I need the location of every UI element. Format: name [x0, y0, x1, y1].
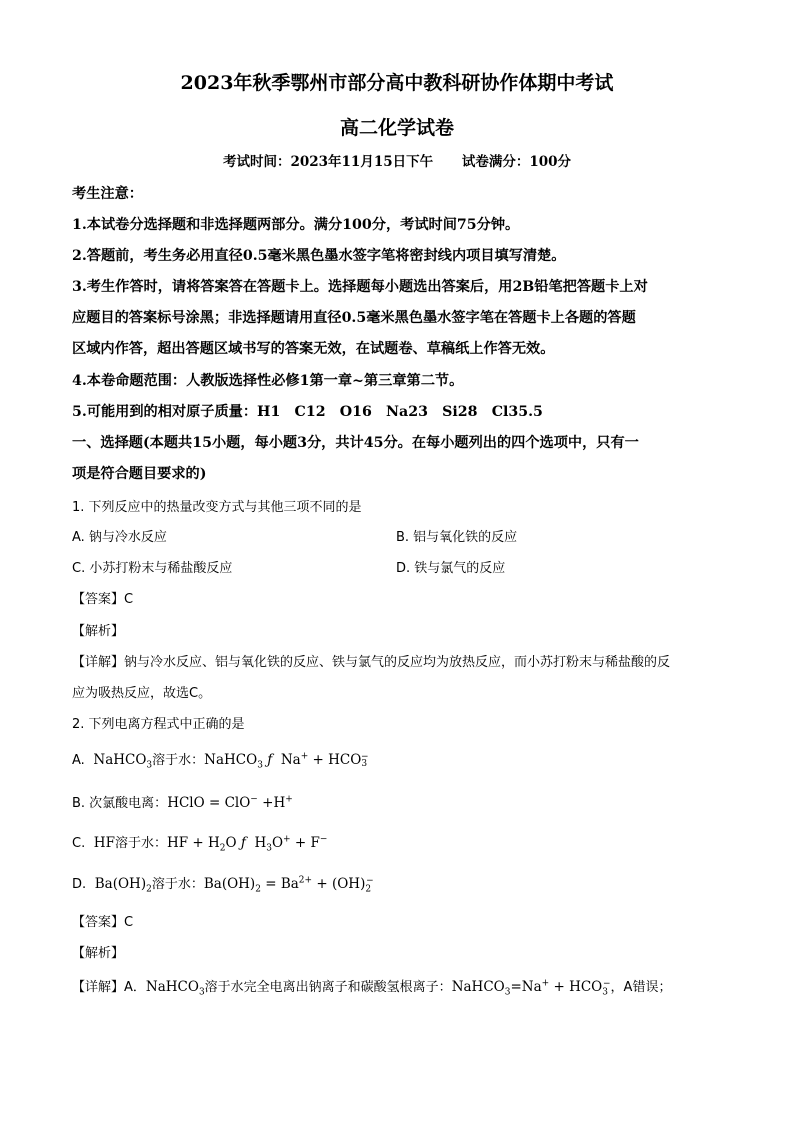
- note-3b: 应题目的答案标号涂黑；非选择题请用直径0.5毫米黑色墨水签字笔在答题卡上各题的答题: [72, 310, 636, 326]
- q1-answer: 【答案】C: [72, 592, 134, 607]
- section-heading-line1: 一、选择题(本题共15小题，每小题3分，共计45分。在每小题列出的四个选项中，只有一: [72, 435, 639, 451]
- q1-option-a: A. 钠与冷水反应: [72, 530, 167, 545]
- q2-option-b: B. 次氯酸电离：HClO = ClO− +H+: [72, 794, 293, 811]
- note-5: 5.可能用到的相对原子质量：H1 C12 O16 Na23 Si28 Cl35.5: [72, 404, 543, 420]
- notes-heading: 考生注意：: [72, 186, 143, 202]
- note-3c: 区域内作答，超出答题区域书写的答案无效，在试题卷、草稿纸上作答无效。: [72, 341, 555, 357]
- q2-option-d: D. $Ba(OH)_2$溶于水：$Ba(OH)_2 = Ba^{2+} + (OH)_2^-$: [72, 875, 374, 895]
- q1-detail-line1: 【详解】钠与冷水反应、铝与氧化铁的反应、铁与氯气的反应均为放热反应，而小苏打粉末与稀盐酸的反: [72, 655, 671, 670]
- section-heading-line2: 项是符合题目要求的): [72, 466, 207, 482]
- note-2: 2.答题前，考生务必用直径0.5毫米黑色墨水签字笔将密封线内项目填写清楚。: [72, 248, 566, 264]
- q1-detail-line2: 应为吸热反应，故选C。: [72, 686, 212, 701]
- q1-option-d: D. 铁与氯气的反应: [396, 561, 506, 576]
- q2-detail-line1: 【详解】A．NaHCO$_3$溶于水完全电离出钠离子和碳酸氢根离子：NaHCO$_3$=Na+ + $HCO_3^-$，A错误；: [72, 978, 672, 998]
- exam-meta: [0, 150, 794, 170]
- note-1: 1.本试卷分选择题和非选择题两部分。满分100分，考试时间75分钟。: [72, 217, 520, 233]
- q1-option-b: B. 铝与氧化铁的反应: [396, 530, 518, 545]
- note-4: 4.本卷命题范围：人教版选择性必修1第一章~第三章第二节。: [72, 373, 464, 389]
- q2-option-c: C. HF溶于水：HF + $H_2O$ ƒ $H_3O^+ + F^-$: [72, 834, 328, 854]
- q1-analysis: 【解析】: [72, 624, 125, 639]
- q2-option-a: A. NaHCO$_3$溶于水：NaHCO$_3$ ƒ $Na^+ + HCO_3^-$: [72, 751, 369, 771]
- exam-title: 2023年秋季鄂州市部分高中教科研协作体期中考试: [180, 72, 614, 94]
- note-3a: 3.考生作答时，请将答案答在答题卡上。选择题每小题选出答案后，用2B铅笔把答题卡上对: [72, 279, 648, 295]
- exam-score: 试卷满分：100分: [461, 154, 572, 170]
- q1-stem: 1. 下列反应中的热量改变方式与其他三项不同的是: [72, 500, 362, 515]
- q2-stem: 2. 下列电离方程式中正确的是: [72, 717, 245, 732]
- q1-option-c: C. 小苏打粉末与稀盐酸反应: [72, 561, 233, 576]
- exam-subtitle: 高二化学试卷: [339, 117, 454, 139]
- q2-answer: 【答案】C: [72, 915, 134, 930]
- q2-analysis: 【解析】: [72, 946, 125, 961]
- exam-time: 考试时间：2023年11月15日下午: [222, 154, 434, 170]
